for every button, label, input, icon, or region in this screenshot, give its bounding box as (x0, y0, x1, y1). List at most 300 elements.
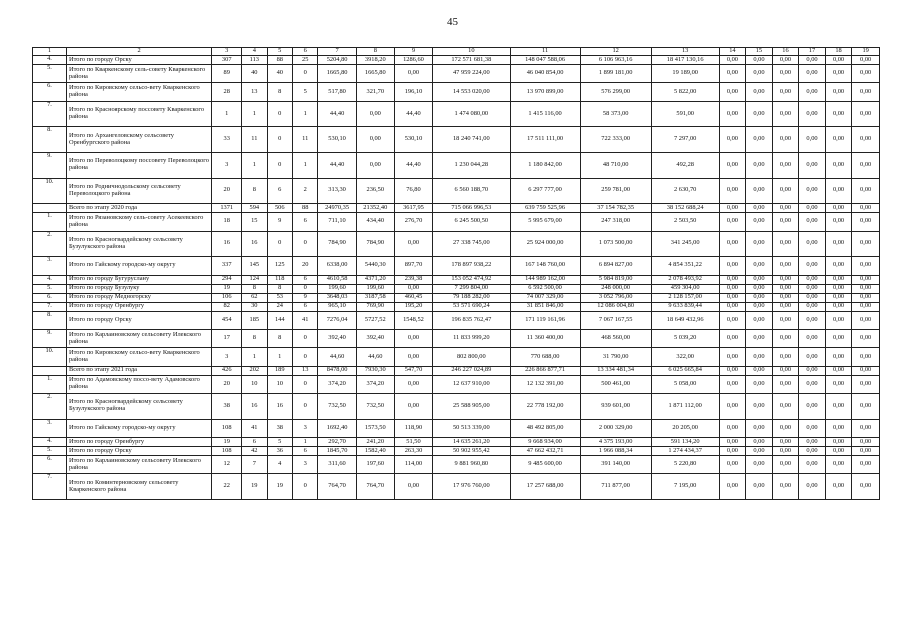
table-row (33, 447, 880, 456)
header-cell: 3 (212, 48, 242, 56)
value-cell: 0,00 (719, 127, 746, 153)
value-cell: 1 274 434,37 (651, 447, 719, 456)
value-cell: 8478,00 (318, 366, 356, 375)
value-cell: 10 (267, 375, 292, 393)
value-cell: 0,00 (825, 101, 852, 127)
value-cell: 1 180 842,00 (510, 152, 580, 178)
value-cell: 0,00 (719, 204, 746, 213)
row-name-cell: Итого по городу Бузулуку (66, 284, 211, 293)
value-cell: 0 (293, 231, 318, 257)
value-cell: 44,60 (318, 348, 356, 366)
row-number-cell: 8. (33, 311, 67, 329)
table-row (33, 178, 880, 204)
value-cell: 341 245,00 (651, 231, 719, 257)
value-cell: 148 047 588,06 (510, 56, 580, 65)
row-name-cell: Итого по Красноярскому поссовету Кваркенского района (66, 101, 211, 127)
value-cell: 74 007 329,00 (510, 293, 580, 302)
value-cell: 0,00 (746, 419, 773, 437)
value-cell: 711 877,00 (580, 474, 651, 500)
row-name-cell: Итого по городу Орску (66, 311, 211, 329)
value-cell: 0 (293, 375, 318, 393)
value-cell: 9 (267, 213, 292, 231)
value-cell: 0,00 (719, 275, 746, 284)
value-cell: 8 (242, 329, 267, 347)
value-cell: 2 (293, 178, 318, 204)
value-cell: 0,00 (799, 204, 826, 213)
value-cell: 1 (212, 101, 242, 127)
value-cell: 0 (267, 127, 292, 153)
value-cell: 19 (242, 474, 267, 500)
value-cell: 0,00 (746, 375, 773, 393)
header-cell: 4 (242, 48, 267, 56)
value-cell: 0,00 (746, 329, 773, 347)
value-cell: 28 (212, 83, 242, 101)
value-cell: 11 (293, 127, 318, 153)
value-cell: 44,40 (394, 152, 432, 178)
value-cell: 6 (242, 438, 267, 447)
value-cell: 8 (267, 284, 292, 293)
header-cell: 17 (799, 48, 826, 56)
table-row (33, 56, 880, 65)
value-cell: 1845,70 (318, 447, 356, 456)
value-cell: 1 (242, 152, 267, 178)
table-row (33, 284, 880, 293)
header-cell: 19 (852, 48, 880, 56)
value-cell: 0,00 (394, 375, 432, 393)
value-cell: 0,00 (772, 178, 799, 204)
value-cell: 0,00 (746, 302, 773, 311)
value-cell: 3648,03 (318, 293, 356, 302)
value-cell: 19 (212, 284, 242, 293)
value-cell: 0,00 (772, 56, 799, 65)
row-number-cell: 1. (33, 213, 67, 231)
row-number-cell: 5. (33, 284, 67, 293)
value-cell: 0 (293, 474, 318, 500)
value-cell: 0,00 (719, 213, 746, 231)
value-cell: 118,90 (394, 419, 432, 437)
header-cell: 5 (267, 48, 292, 56)
value-cell: 7 (242, 456, 267, 474)
table-row (33, 65, 880, 83)
header-cell: 1 (33, 48, 67, 56)
value-cell: 460,45 (394, 293, 432, 302)
value-cell: 0,00 (746, 293, 773, 302)
value-cell: 42 (242, 447, 267, 456)
value-cell: 0,00 (799, 329, 826, 347)
value-cell: 784,90 (356, 231, 394, 257)
value-cell: 0 (293, 284, 318, 293)
value-cell: 6 245 500,50 (433, 213, 510, 231)
value-cell: 0,00 (772, 204, 799, 213)
row-number-cell: 2. (33, 231, 67, 257)
value-cell: 195,20 (394, 302, 432, 311)
value-cell: 9 485 600,00 (510, 456, 580, 474)
row-name-cell: Итого по городу Орску (66, 56, 211, 65)
value-cell: 0,00 (852, 101, 880, 127)
value-cell: 0,00 (799, 366, 826, 375)
value-cell: 0,00 (746, 231, 773, 257)
value-cell: 21352,40 (356, 204, 394, 213)
value-cell: 18 240 741,00 (433, 127, 510, 153)
value-cell: 239,38 (394, 275, 432, 284)
value-cell: 2 078 493,92 (651, 275, 719, 284)
value-cell: 5727,52 (356, 311, 394, 329)
value-cell: 7276,04 (318, 311, 356, 329)
table-row (33, 348, 880, 366)
row-name-cell: Итого по Коминтерновскому сельсовету Кваркенского района (66, 474, 211, 500)
value-cell: 9 881 960,80 (433, 456, 510, 474)
value-cell: 22 778 192,00 (510, 394, 580, 420)
value-cell: 732,50 (356, 394, 394, 420)
header-cell: 8 (356, 48, 394, 56)
value-cell: 591 134,20 (651, 438, 719, 447)
value-cell: 5 984 819,00 (580, 275, 651, 284)
value-cell: 0,00 (746, 311, 773, 329)
value-cell: 0,00 (746, 56, 773, 65)
value-cell: 5 (267, 438, 292, 447)
value-cell: 0,00 (772, 152, 799, 178)
value-cell: 0,00 (746, 438, 773, 447)
value-cell: 0,00 (772, 474, 799, 500)
value-cell: 6 560 188,70 (433, 178, 510, 204)
value-cell: 0,00 (719, 311, 746, 329)
row-number-cell: 10. (33, 178, 67, 204)
value-cell: 374,20 (318, 375, 356, 393)
value-cell: 7 297,00 (651, 127, 719, 153)
value-cell: 17 511 111,00 (510, 127, 580, 153)
value-cell: 0,00 (746, 65, 773, 83)
value-cell: 167 148 760,00 (510, 257, 580, 275)
value-cell: 0,00 (852, 302, 880, 311)
value-cell: 58 373,00 (580, 101, 651, 127)
value-cell: 1 073 500,00 (580, 231, 651, 257)
value-cell: 1 474 080,00 (433, 101, 510, 127)
value-cell: 0,00 (719, 302, 746, 311)
table-row (33, 275, 880, 284)
value-cell: 0,00 (356, 101, 394, 127)
value-cell: 0,00 (799, 213, 826, 231)
value-cell: 18 649 432,96 (651, 311, 719, 329)
value-cell: 0,00 (356, 127, 394, 153)
value-cell: 263,30 (394, 447, 432, 456)
value-cell: 0,00 (746, 394, 773, 420)
value-cell: 784,90 (318, 231, 356, 257)
value-cell: 0,00 (799, 56, 826, 65)
value-cell: 0,00 (852, 394, 880, 420)
value-cell: 1692,40 (318, 419, 356, 437)
value-cell: 591,00 (651, 101, 719, 127)
value-cell: 0,00 (799, 152, 826, 178)
value-cell: 0,00 (799, 231, 826, 257)
value-cell: 108 (212, 447, 242, 456)
row-name-cell: Итого по Переволоцкому поссовету Переволоцкого района (66, 152, 211, 178)
row-number-cell: 3. (33, 257, 67, 275)
value-cell: 6 894 827,00 (580, 257, 651, 275)
value-cell: 0,00 (852, 178, 880, 204)
value-cell: 0,00 (746, 83, 773, 101)
row-name-cell: Всего по этапу 2021 года (66, 366, 211, 375)
value-cell: 0,00 (772, 456, 799, 474)
value-cell: 0,00 (825, 375, 852, 393)
value-cell: 5 039,20 (651, 329, 719, 347)
value-cell: 576 299,00 (580, 83, 651, 101)
value-cell: 0,00 (852, 257, 880, 275)
value-cell: 50 513 339,00 (433, 419, 510, 437)
value-cell: 0,00 (394, 329, 432, 347)
value-cell: 36 (267, 447, 292, 456)
value-cell: 196 835 762,47 (433, 311, 510, 329)
value-cell: 0,00 (852, 419, 880, 437)
value-cell: 0 (267, 101, 292, 127)
value-cell: 292,70 (318, 438, 356, 447)
value-cell: 639 759 525,96 (510, 204, 580, 213)
value-cell: 8 (267, 329, 292, 347)
value-cell: 13 970 899,00 (510, 83, 580, 101)
value-cell: 426 (212, 366, 242, 375)
table-row (33, 257, 880, 275)
value-cell: 0,00 (852, 474, 880, 500)
header-cell: 2 (66, 48, 211, 56)
value-cell: 454 (212, 311, 242, 329)
value-cell: 199,60 (356, 284, 394, 293)
row-number-cell: 2. (33, 394, 67, 420)
value-cell: 0,00 (825, 447, 852, 456)
value-cell: 1665,80 (356, 65, 394, 83)
value-cell: 715 066 996,53 (433, 204, 510, 213)
value-cell: 48 710,00 (580, 152, 651, 178)
value-cell: 0,00 (799, 474, 826, 500)
value-cell: 0,00 (719, 65, 746, 83)
value-cell: 17 (212, 329, 242, 347)
value-cell: 6 106 963,16 (580, 56, 651, 65)
value-cell: 113 (242, 56, 267, 65)
value-cell: 1582,40 (356, 447, 394, 456)
row-name-cell: Итого по Архангеловскому сельсовету Оренбургского района (66, 127, 211, 153)
row-number-cell: 7. (33, 101, 67, 127)
value-cell: 12 086 004,80 (580, 302, 651, 311)
value-cell: 0,00 (825, 213, 852, 231)
value-cell: 0 (293, 394, 318, 420)
value-cell: 4 375 193,00 (580, 438, 651, 447)
table-row (33, 152, 880, 178)
value-cell: 0,00 (772, 302, 799, 311)
value-cell: 0,00 (394, 394, 432, 420)
table-row (33, 231, 880, 257)
value-cell: 0,00 (799, 419, 826, 437)
value-cell: 0,00 (719, 419, 746, 437)
value-cell: 0,00 (825, 329, 852, 347)
table-row (33, 438, 880, 447)
value-cell: 0,00 (825, 83, 852, 101)
table-row (33, 213, 880, 231)
value-cell: 14 635 261,20 (433, 438, 510, 447)
value-cell: 241,20 (356, 438, 394, 447)
row-name-cell: Итого по Адамовскому поссо-вету Адамовского района (66, 375, 211, 393)
row-number-cell: 4. (33, 275, 67, 284)
value-cell: 0,00 (799, 394, 826, 420)
value-cell: 5 822,00 (651, 83, 719, 101)
value-cell: 44,60 (356, 348, 394, 366)
value-cell: 1 (293, 101, 318, 127)
value-cell: 5 995 679,00 (510, 213, 580, 231)
value-cell: 47 959 224,00 (433, 65, 510, 83)
value-cell: 13 (242, 83, 267, 101)
value-cell: 0,00 (746, 456, 773, 474)
row-name-cell: Итого по Красногвардейскому сельсовету Бузулукского района (66, 394, 211, 420)
value-cell: 11 360 400,00 (510, 329, 580, 347)
value-cell: 0,00 (394, 231, 432, 257)
value-cell: 0,00 (825, 394, 852, 420)
value-cell: 392,40 (318, 329, 356, 347)
value-cell: 8 (267, 83, 292, 101)
value-cell: 53 571 690,24 (433, 302, 510, 311)
value-cell: 259 781,00 (580, 178, 651, 204)
value-cell: 0,00 (772, 213, 799, 231)
value-cell: 1573,50 (356, 419, 394, 437)
value-cell: 0,00 (746, 127, 773, 153)
value-cell: 0,00 (799, 456, 826, 474)
header-cell: 6 (293, 48, 318, 56)
value-cell: 0,00 (719, 366, 746, 375)
value-cell: 0,00 (852, 284, 880, 293)
table-row (33, 474, 880, 500)
value-cell: 0,00 (825, 257, 852, 275)
value-cell: 3187,58 (356, 293, 394, 302)
value-cell: 19 189,00 (651, 65, 719, 83)
value-cell: 38 (267, 419, 292, 437)
value-cell: 1286,60 (394, 56, 432, 65)
value-cell: 3617,95 (394, 204, 432, 213)
value-cell: 0,00 (825, 366, 852, 375)
value-cell: 25 924 000,00 (510, 231, 580, 257)
value-cell: 0 (293, 329, 318, 347)
value-cell: 0,00 (746, 275, 773, 284)
value-cell: 6 297 777,00 (510, 178, 580, 204)
table-header-row (33, 48, 880, 56)
value-cell: 0,00 (852, 127, 880, 153)
value-cell: 40 (267, 65, 292, 83)
value-cell: 321,70 (356, 83, 394, 101)
value-cell: 0,00 (799, 375, 826, 393)
value-cell: 17 257 688,00 (510, 474, 580, 500)
row-number-cell: 7. (33, 302, 67, 311)
value-cell: 0,00 (799, 127, 826, 153)
value-cell: 6 (293, 275, 318, 284)
header-cell: 15 (746, 48, 773, 56)
value-cell: 9 (293, 293, 318, 302)
value-cell: 897,70 (394, 257, 432, 275)
row-name-cell: Итого по Красногвардейскому сельсовету Бузулукского района (66, 231, 211, 257)
value-cell: 0,00 (799, 447, 826, 456)
value-cell: 18 (212, 213, 242, 231)
value-cell: 0,00 (799, 83, 826, 101)
value-cell: 0,00 (772, 329, 799, 347)
value-cell: 0,00 (825, 348, 852, 366)
value-cell: 0,00 (746, 447, 773, 456)
value-cell: 0,00 (852, 438, 880, 447)
value-cell: 0,00 (394, 284, 432, 293)
value-cell: 6 025 665,84 (651, 366, 719, 375)
value-cell: 13 334 481,34 (580, 366, 651, 375)
value-cell: 1 (293, 438, 318, 447)
value-cell: 171 119 161,96 (510, 311, 580, 329)
value-cell: 0,00 (772, 375, 799, 393)
value-cell: 47 662 432,71 (510, 447, 580, 456)
value-cell: 1 966 088,34 (580, 447, 651, 456)
value-cell: 391 140,00 (580, 456, 651, 474)
value-cell: 30 (242, 302, 267, 311)
value-cell: 14 553 020,00 (433, 83, 510, 101)
value-cell: 0,00 (719, 178, 746, 204)
value-cell: 0,00 (746, 366, 773, 375)
value-cell: 0,00 (772, 284, 799, 293)
value-cell: 0,00 (852, 329, 880, 347)
value-cell: 0,00 (825, 275, 852, 284)
value-cell: 246 227 024,89 (433, 366, 510, 375)
value-cell: 0,00 (719, 257, 746, 275)
row-number-cell: 5. (33, 65, 67, 83)
value-cell: 247 318,00 (580, 213, 651, 231)
value-cell: 0,00 (772, 83, 799, 101)
value-cell: 0 (267, 152, 292, 178)
value-cell: 0,00 (852, 152, 880, 178)
row-name-cell: Итого по Кировскому сельсо-вету Кваркенского района (66, 83, 211, 101)
value-cell: 48 492 805,00 (510, 419, 580, 437)
row-name-cell: Итого по городу Орску (66, 447, 211, 456)
row-number-cell: 5. (33, 447, 67, 456)
value-cell: 0,00 (825, 311, 852, 329)
value-cell: 374,20 (356, 375, 394, 393)
value-cell: 0,00 (799, 293, 826, 302)
value-cell: 0,00 (746, 284, 773, 293)
value-cell: 189 (267, 366, 292, 375)
row-number-cell: 6. (33, 83, 67, 101)
value-cell: 4 854 351,22 (651, 257, 719, 275)
value-cell: 44,40 (318, 101, 356, 127)
table-row (33, 302, 880, 311)
value-cell: 0,00 (799, 275, 826, 284)
value-cell: 0,00 (825, 56, 852, 65)
value-cell: 62 (242, 293, 267, 302)
header-cell: 10 (433, 48, 510, 56)
row-name-cell: Итого по городу Оренбургу (66, 302, 211, 311)
row-number-cell: 6. (33, 293, 67, 302)
value-cell: 802 800,00 (433, 348, 510, 366)
value-cell: 0,00 (852, 293, 880, 302)
value-cell: 16 (267, 394, 292, 420)
value-cell: 0,00 (825, 127, 852, 153)
value-cell: 0,00 (719, 83, 746, 101)
value-cell: 0,00 (852, 366, 880, 375)
value-cell: 0,00 (719, 474, 746, 500)
value-cell: 1665,80 (318, 65, 356, 83)
value-cell: 248 000,00 (580, 284, 651, 293)
value-cell: 0,00 (719, 152, 746, 178)
value-cell: 0,00 (825, 438, 852, 447)
value-cell: 0,00 (356, 152, 394, 178)
value-cell: 7930,30 (356, 366, 394, 375)
value-cell: 0,00 (852, 56, 880, 65)
row-name-cell: Всего по этапу 2020 года (66, 204, 211, 213)
value-cell: 764,70 (318, 474, 356, 500)
value-cell: 38 (212, 394, 242, 420)
value-cell: 0,00 (719, 293, 746, 302)
value-cell: 46 040 854,00 (510, 65, 580, 83)
row-name-cell: Итого по Карлаиновскому сельсовету Илекского района (66, 329, 211, 347)
value-cell: 0,00 (772, 348, 799, 366)
value-cell: 0,00 (719, 456, 746, 474)
value-cell: 0,00 (852, 204, 880, 213)
